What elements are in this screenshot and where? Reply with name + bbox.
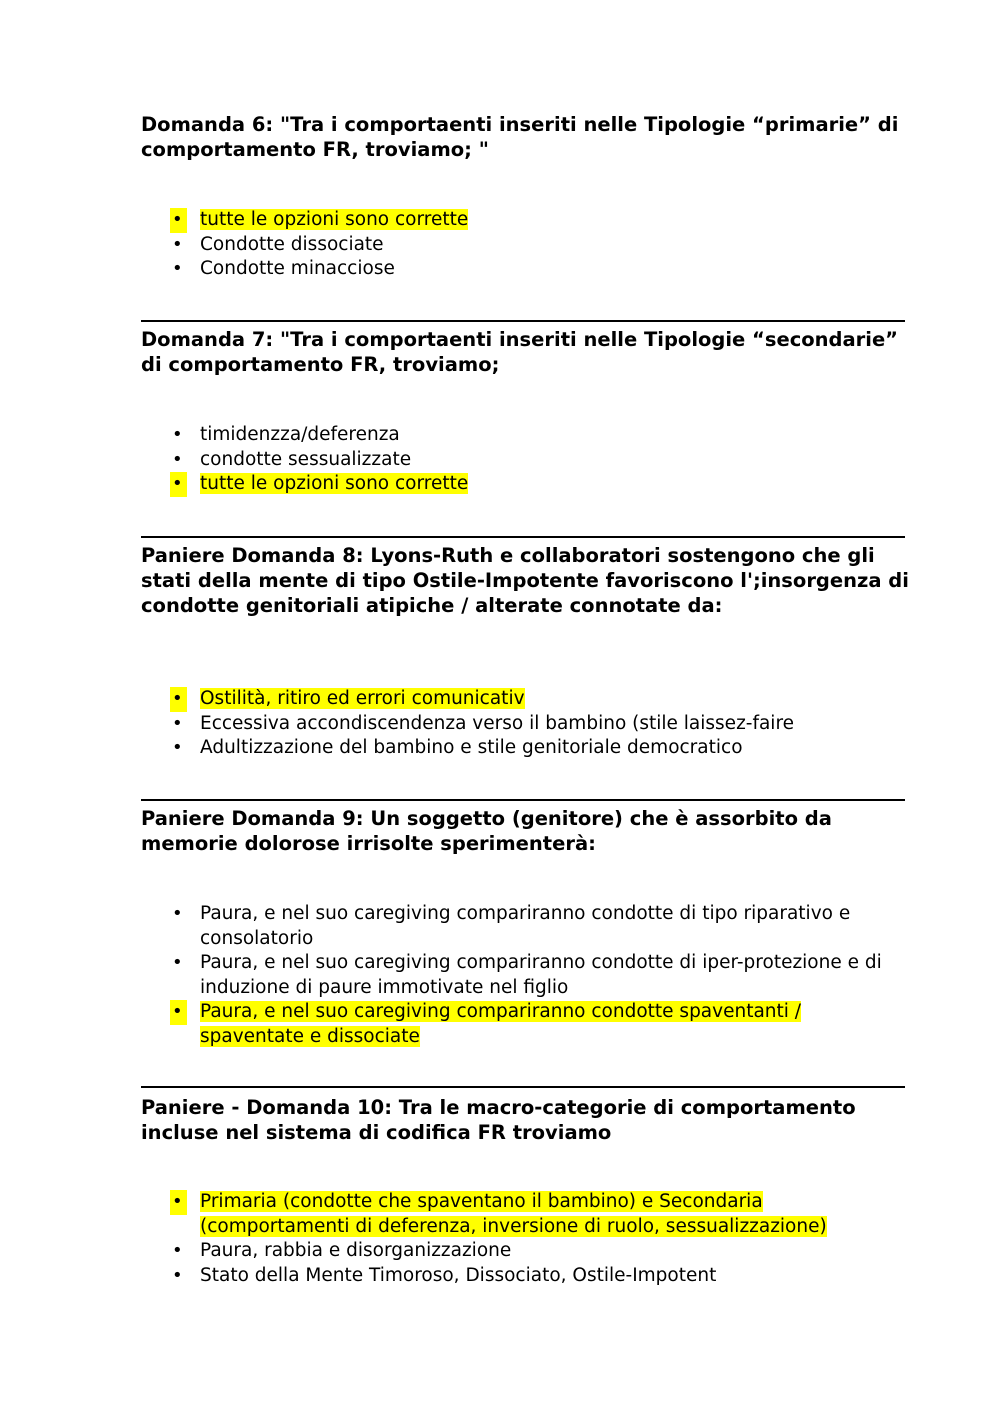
- list-item: [141, 736, 905, 761]
- option-text: Eccessiva accondiscendenza verso il bambino (stile laissez-faire: [200, 712, 795, 734]
- option-text: Condotte minacciose: [200, 258, 395, 279]
- option-text: timidenzza/deferenza: [200, 424, 400, 445]
- bullet-icon: •: [170, 1190, 187, 1215]
- option-text: Ostilità, ritiro ed errori comunicativ: [200, 688, 525, 709]
- question-10-title: Paniere - Domanda 10: Tra le macro-categorie di comportamento incluse nel sistema di codifica FR troviamo: [141, 1096, 856, 1144]
- option-text: Stato della Mente Timoroso, Dissociato, Ostile-Impotent: [200, 1264, 717, 1286]
- list-item: [141, 1000, 905, 1049]
- option-text: tutte le opzioni sono corrette: [200, 209, 469, 230]
- option-text: Paura, e nel suo caregiving compariranno condotte di iper-protezione e di induzione di paure immotivate nel figlio: [200, 952, 882, 998]
- question-7-options: [141, 423, 905, 497]
- list-item: [141, 423, 905, 448]
- list-item: [141, 472, 905, 497]
- list-item: [141, 951, 905, 1000]
- list-item: [141, 257, 905, 282]
- list-item: [141, 233, 905, 258]
- option-text: Condotte dissociate: [200, 233, 384, 255]
- question-7-title: Domanda 7: "Tra i comportaenti inseriti nelle Tipologie “secondarie” di comportamento FR, troviamo;: [141, 328, 898, 376]
- bullet-icon: •: [172, 1240, 183, 1261]
- question-9-title: Paniere Domanda 9: Un soggetto (genitore) che è assorbito da memorie dolorose irrisolte sperimenterà:: [141, 807, 832, 855]
- section-divider: [141, 799, 905, 801]
- list-item: [141, 712, 905, 737]
- question-10-options: [141, 1190, 905, 1288]
- bullet-icon: •: [170, 1000, 187, 1025]
- bullet-icon: •: [172, 952, 183, 973]
- option-text: Paura, e nel suo caregiving compariranno condotte di tipo riparativo e consolatorio: [200, 903, 851, 949]
- question-6-title: Domanda 6: "Tra i comportaenti inseriti nelle Tipologie “primarie” di comportamento FR, troviamo; ": [141, 113, 899, 161]
- question-8-options: [141, 687, 905, 761]
- bullet-icon: •: [172, 424, 183, 445]
- bullet-icon: •: [172, 448, 183, 470]
- section-divider: [141, 320, 905, 322]
- option-text: condotte sessualizzate: [200, 448, 412, 470]
- bullet-icon: •: [170, 687, 187, 712]
- bullet-icon: •: [172, 737, 183, 758]
- bullet-icon: •: [172, 712, 183, 734]
- option-text: Primaria (condotte che spaventano il bambino) e Secondaria (comportamenti di deferenza, inversione di ruolo, sessualizzazione): [200, 1191, 827, 1237]
- list-item: [141, 1264, 905, 1289]
- list-item: [141, 208, 905, 233]
- question-9-options: [141, 902, 905, 1049]
- bullet-icon: •: [170, 472, 187, 497]
- option-text: Adultizzazione del bambino e stile genitoriale democratico: [200, 737, 743, 758]
- question-8-title: Paniere Domanda 8: Lyons-Ruth e collaboratori sostengono che gli stati della mente di tipo Ostile-Impotente favoriscono l';insorgenza di condotte genitoriali atipiche / alterate connotate da:: [141, 544, 909, 617]
- list-item: [141, 1239, 905, 1264]
- option-text: tutte le opzioni sono corrette: [200, 473, 469, 494]
- list-item: [141, 1190, 905, 1239]
- bullet-icon: •: [172, 233, 183, 255]
- option-text: Paura, e nel suo caregiving compariranno condotte spaventanti / spaventate e dissociate: [200, 1001, 802, 1047]
- bullet-icon: •: [172, 1264, 183, 1286]
- option-text: Paura, rabbia e disorganizzazione: [200, 1240, 512, 1261]
- list-item: [141, 448, 905, 473]
- bullet-icon: •: [172, 258, 183, 279]
- question-6-options: [141, 208, 905, 282]
- section-divider: [141, 536, 905, 538]
- list-item: [141, 902, 905, 951]
- list-item: [141, 687, 905, 712]
- bullet-icon: •: [172, 903, 183, 924]
- bullet-icon: •: [170, 208, 187, 233]
- section-divider: [141, 1086, 905, 1088]
